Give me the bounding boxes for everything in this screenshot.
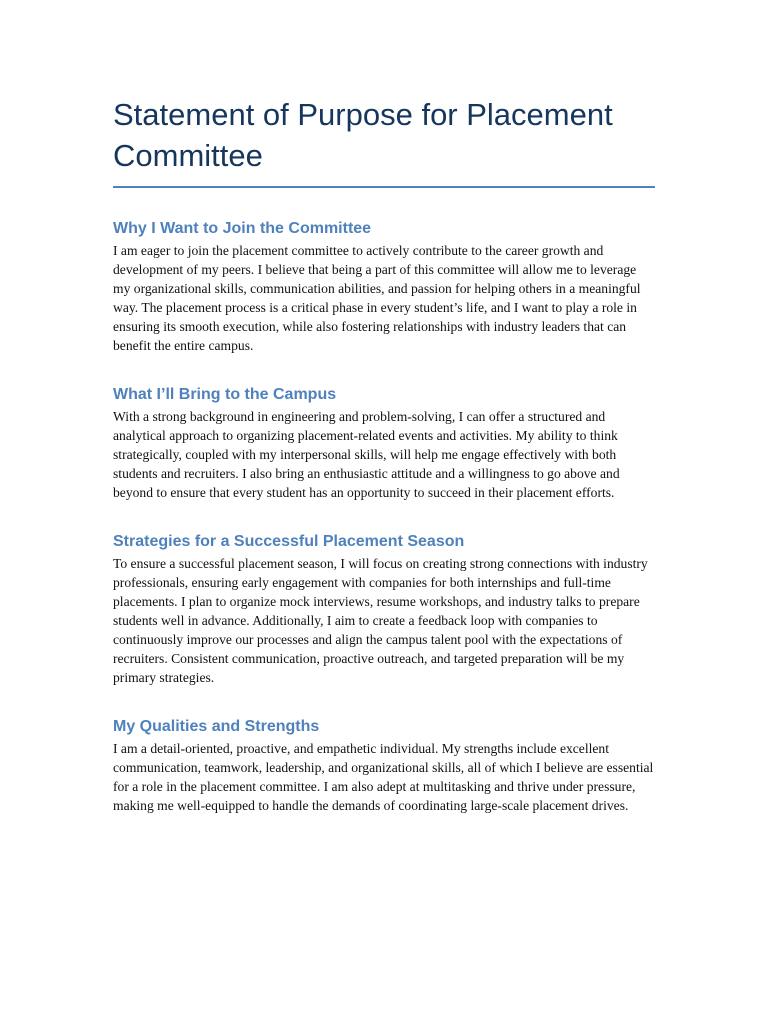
section-heading: Why I Want to Join the Committee [113, 220, 372, 237]
section-paragraph: To ensure a successful placement season, I will focus on creating strong connections with industry professionals, ensuring early engagement with companies for both internships and full-time placements. I plan to organize mock interviews, resume workshops, and industry talks to prepare students well in advance. Additionally, I aim to create a feedback loop with companies to continuously improve our processes and align the campus talent pool with the expectations of recruiters. Consistent communication, proactive outreach, and targeted preparation will be my primary strategies. [113, 556, 648, 685]
section-paragraph: I am a detail-oriented, proactive, and empathetic individual. My strengths include excellent communication, teamwork, leadership, and organizational skills, all of which I believe are essential for a role in the placement committee. I am also adept at multitasking and thrive under pressure, making me well-equipped to handle the demands of coordinating large-scale placement drives. [113, 741, 654, 813]
section-heading: Strategies for a Successful Placement Season [113, 533, 465, 550]
section-paragraph: With a strong background in engineering and problem-solving, I can offer a structured and analytical approach to organizing placement-related events and activities. My ability to think strategically, coupled with my interpersonal skills, will help me engage effectively with both students and recruiters. I also bring an enthusiastic attitude and a willingness to go above and beyond to ensure that every student has an opportunity to succeed in their placement efforts. [113, 409, 620, 500]
section-qualities [113, 716, 655, 815]
section-heading: What I’ll Bring to the Campus [113, 386, 337, 403]
document-page [113, 94, 655, 844]
section-what-bring [113, 384, 655, 502]
title-underline [113, 186, 655, 188]
section-strategies [113, 531, 655, 687]
document-title: Statement of Purpose for Placement Committee [113, 97, 613, 173]
section-why-join [113, 218, 655, 355]
section-paragraph: I am eager to join the placement committee to actively contribute to the career growth and development of my peers. I believe that being a part of this committee will allow me to leverage my organizational skills, communication abilities, and passion for helping others in a meaningful way. The placement process is a critical phase in every student’s life, and I want to play a role in ensuring its smooth execution, while also fostering relationships with industry leaders that can benefit the entire campus. [113, 243, 641, 353]
section-heading: My Qualities and Strengths [113, 718, 320, 735]
